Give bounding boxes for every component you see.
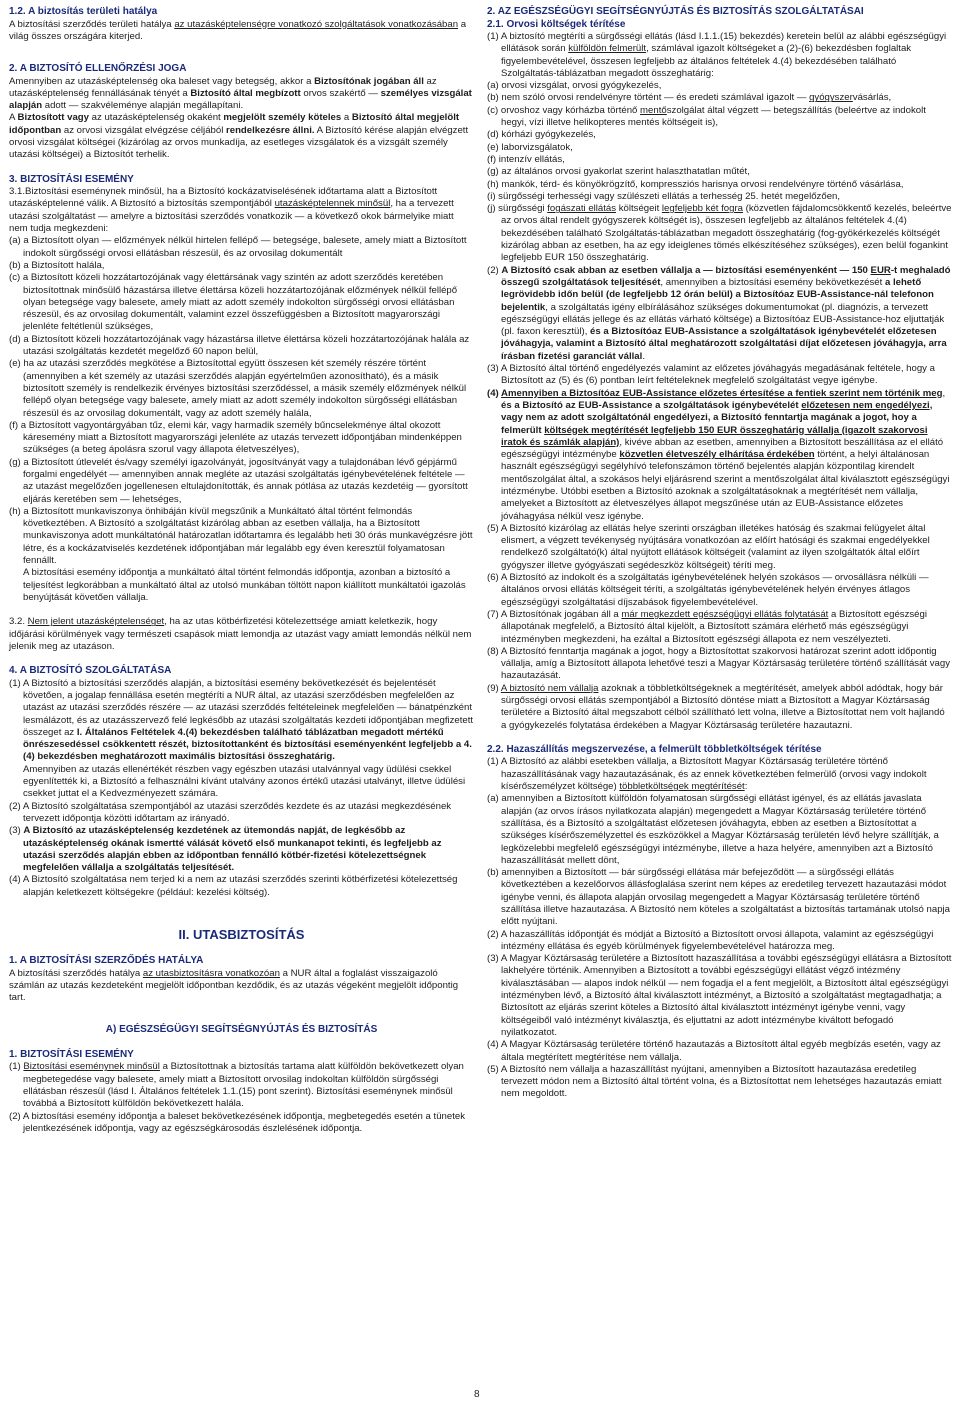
underlined-text: az utasbiztosításra vonatkozóan [142,967,280,979]
text: , kivéve abban az esetben, amennyiben a Biztosított beszállítása az el ellátó egészségügyi intézménybe [501,436,944,461]
list-item [487,388,952,523]
text: : [744,781,748,793]
list-item [487,203,952,264]
list-item: (a) a Biztosított olyan — előzmények nélkül hirtelen fellépő — betegsége, balesete, amely miatt a Biztosított indokolt sürgősségi orvosi ellátásban részesül, és az orvosilag dokumentált [9,235,467,259]
bold-text: Biztosító által megjelölt időpontban [9,112,460,136]
paragraph [9,968,474,1005]
section-heading: 3. BIZTOSÍTÁSI ESEMÉNY [9,173,134,185]
bold-underlined-text: költségek megtérítését legfeljebb 150 EUR összeghatárig vállalja (igazolt szakorvosi iratok és számlák alapján) [501,424,928,448]
paragraph: A biztosítási esemény időpontja a munkáltató által történt felmondás időpontja, azonban a biztosító a teljesítést legkorábban a munkáltató által az utolsó munkában töltött napon kiállított munkáltatói igazolás benyújtását követően vállalja. [23,567,466,603]
list-item: (f) a Biztosított vagyontárgyában tűz, elemi kár, vagy harmadik személy bűncselekménye által okozott káresemény miatt a Biztosított magyarországi jelenléte az utazás tervezett időpontjában mindenképpen szükséges (a beteg ápolásra szorul vagy állapota életveszélyes), [9,419,462,456]
text: A Biztosító kérése alapján elvégzett orvosi vizsgálat költségei (kizárólag az orvos munkadíja, az esetleges vizsgálatok és a vizsgált személy utazási költségei) a Biztosítót terhelik. [9,124,469,161]
list-item [487,92,952,104]
bold-text: és a Biztosító az EUB-Assistance a szolgáltatások igénybevételét [501,399,802,411]
bold-text: A Biztosító csak abban az esetben vállalja a — biztosítási eseményenként — 150 [501,264,871,276]
paragraph [9,186,474,235]
list-item: (g) a Biztosított útlevelét és/vagy személyi igazolványát, jogosítványát vagy a tulajdonában lévő gépjármű forgalmi engedélyét — amennyiben annak megléte az utazási szolgáltatás igénybevételének feltétele — az utazást megelőzően jogellenesen eltulajdonították, és annak pótlása az utazás kezdetéig — gyorsított eljárás keretében sem — lehetséges, [9,456,468,505]
text: A biztosítási szerződés területi hatálya [9,18,175,30]
text: (c) orvoshoz vagy kórházba történő [487,104,641,116]
text: vásárlás, [852,92,892,104]
text: az orvosi vizsgálat elvégzése céljából [61,124,226,136]
text: szolgálat által végzett — betegszállítás (beleértve az indokolt hegyi, vízi illetve helikopteres mentés költségeit is), [501,104,926,129]
underlined-text: Biztosítási eseménynek minősül [23,1061,160,1073]
list-item [487,683,952,732]
bold-text: rendelkezésre állni. [226,124,315,136]
bold-text: A Biztosító az utazásképtelenség kezdetének az ütemondás napját, de legkésőbb az utazásképtelenség okának ismertté válását követő első munkanapot tekinti, és legfeljebb az utazási szerződés alapján ebben az időpontban fennálló kötbér-fizetési kötelezettségnek megfelelően vállalja a szolgáltatás teljesítését. [23,825,442,874]
bold-underlined-text: előzetesen nem engedélyezi [801,399,930,411]
bold-text: személyes vizsgálat alapján [9,87,472,112]
text: A [9,112,18,124]
list-item [9,825,474,874]
text: 3.1.Biztosítási eseménynek minősül, ha a Biztosító kockázatviselésének időtartama alatt a Biztosított utazásképtelenné válik. A Biztosító a biztosítás szempontjából [9,186,438,210]
section-heading: 1. BIZTOSÍTÁSI ESEMÉNY [9,1048,134,1060]
underlined-text: utazásképtelennek minősül [274,198,391,210]
underlined-text: gyógyszer [809,92,853,104]
bold-text: megjelölt személy köteles [223,112,342,124]
text: (3) [9,825,24,837]
list-item: (a) amennyiben a Biztosított külföldön folyamatosan sürgősségi ellátást igényel, és az ellátás javaslata alapján (az orvos írásos nyilatkozata alapján) megengedett a Magyar Köztársaság területére történő szállítása, és a Biztosító a szolgáltatást előzetesen jóváhagyta, ebben az esetben a Biztosítottat a szükséges kísérőszemélyzettel és eszközökkel a Magyar Köztársaság területén lévő helyre szállítják, a legközelebbi megfelelő egészségügyi intézménybe, illetve a haza helyére, amennyiben azt a Biztosító hazaszállítását mellett dönt, [487,793,939,866]
list-item: (g) az általános orvosi gyakorlat szerint halaszthatatlan műtét, [487,166,750,178]
bold-text: Biztosítónak jogában áll [314,75,424,87]
text: orvos szakértő — [300,87,381,99]
paragraph [9,112,474,161]
bold-text: és a Biztosítóaz EUB-Assistance a szolgáltatások igénybevételét előzetesen jóváhagyja, valamint a Biztosító által meghatározott szolgáltatási díjat előzetesen jóváhagyja, arra írásban fizetési garanciát vállal [501,326,947,362]
text: a Biztosítottnak a biztosítás tartama alatt külföldön bekövetkezett olyan megbetegedése vagy balesete, amely miatt a Biztosított orvosilag indokoltan külföldön sürgősségi ellátásban részesül (lásd I. Általános feltételek 1.1.(15) pont szerint). Biztosítási eseménynek minősül továbbá a Biztosított külföldön bekövetkezett halála. [23,1061,464,1110]
page-number: 8 [474,1389,480,1400]
list-item: (3) A Biztosító által történő engedélyezés valamint az előzetes jóváhagyás megadásának feltétele, hogy a Biztosított az (5) és (6) pontban leírt feltételeknek megfelelő szolgáltatást vegye igénybe. [487,363,935,387]
list-item [487,756,952,793]
text: (2) [487,264,502,276]
text: , a szolgáltatás igény elbírálásához szükséges dokumentumokat (pl. diagnózis, a tervezett egészségügyi ellátás jellege és az ellátás várható költsége) a Biztosítóaz EUB-Assistance-hoz eljuttatják (pl. faxon keresztül), [501,301,945,338]
text: 3.2. [9,616,28,628]
bold-text: , vagy nem az adott szolgáltatónál engedélyezi, a Biztosító fenntartja magának a jogot, hoy a felmerült [501,399,933,436]
bold-underlined-text: EUR [870,264,891,276]
underlined-text: többletköltségek megtérítését [619,781,745,793]
underlined-text: fogászati ellátás [547,203,617,215]
paragraph [9,19,474,44]
paragraph: Amennyiben az utazás ellenértékét részben vagy egészben utazási utalvánnyal vagy üdülési csekkel egyenlítették ki, a Biztosító a felhasználni kívánt utalvány azonos értékű utazási utalványt, illetve üdülési csekket juttat el a Kedvezményezett számára. [23,763,466,800]
list-item: (5) A Biztosító nem vállalja a hazaszállítást nyújtani, amennyiben a Biztosított hazautazása eredetileg tervezett módon nem a Biztosító által történt volna, és a Biztosítottat nem lehetséges hazautazás emiatt nem megoldott. [487,1063,942,1100]
bold-text: Biztosító által megbízott [190,87,301,99]
text: (1) A biztosító megtéríti a sürgősségi ellátás (lásd I.1.1.(15) bekezdés) keretein belül az alábbi egészségügyi ellátások során [487,31,947,55]
list-item: (c) a Biztosított közeli hozzátartozójának vagy élettársának vagy szintén az adott szerződés keretében biztosítottnak minősülő házastársa illetve élettársa közeli hozzátartozójának előzmények nélkül fellépő olyan betegsége vagy balesete, amely miatt az adott személy indokolton sürgősségi orvosi ellátásban részesül, és az orvosilag dokumentált, valamint ezzel összefüggésben a Biztosított magyarországi jelenléte feltétlenül szükséges, [9,272,458,333]
list-item [487,31,952,80]
subpart-title: A) EGÉSZSÉGÜGYI SEGÍTSÉGNYÚJTÁS ÉS BIZTOSÍTÁS [105,1024,378,1036]
list-item: (6) A Biztosító az indokolt és a szolgáltatás igénybevételének helyén szokásos — orvosállásra nélküli — általános orvosi ellátás költségeit téríti, a szolgáltatás igénybevételének helyén érvényes átlagos egészségügyi szolgáltatási díjszabások figyelembevételével. [487,572,929,608]
list-item: (d) a Biztosított közeli hozzátartozójának vagy házastársa illetve élettársa közeli hozzátartozójának halála az utazási szolgáltatás kezdetét megelőző 60 napon belül, [9,333,470,358]
text: azoknak a többletköltségeknek a megtérítését, amelyek abból adódtak, hogy bár sürgősségi orvosi ellátás szempontjából a Biztosító döntése miatt a Biztosított a Magyar Köztársaság területére a Biztosító által megszabott célból szállítható lett volna, illetve a Biztosítottat nem volt hajlandó a gyógykezelés folytatása érdekében a Magyar Köztársaság területére hazautazni. [501,682,945,731]
bold-text: Biztosított vagy [17,112,89,124]
list-item: (h) a Biztosított munkaviszonya önhibáján kívül megszűnik a Munkáltató által történt felmondás következtében. A Biztosító a szolgáltatást kizárólag abban az esetben vállalja, ha a Biztosított munkaviszonya adott munkáltatónál határozatlan időtartamra és legalább heti 30 órás munkavégzésre jött létre, és a kockázatviselés kezdetének időpontjában már legalább egy éven keresztül folyamatosan fennállt. [9,505,473,567]
underlined-text: legfeljebb két fogra [661,203,743,215]
list-item: (i) sürgősségi terhességi vagy szülészeti ellátás a terhesség 25. hetét megelőzően, [487,190,841,202]
section-heading: 1.2. A biztosítás területi hatálya [9,6,158,17]
text: történt, a helyi általánosan használt egészségügyi segélyhívó telefonszámon történő bejelentés alapján központilag kirendelt mentőszolgálat által, a szokásos helyi eljárásrend szerint a mentőszolgálat által kiválasztott egészségügyi intézménybe. Utóbbi esetben a Biztosító azoknak a szolgáltatásoknak a megtérítését nem vállalja, amelyeket a Biztosított az életveszélyes állapot megszűnése után az EUB-Assistance előzetes jóváhagyása nélkül vesz igénybe. [501,449,950,522]
text: a [341,112,352,124]
text: (1) [9,1061,24,1073]
underlined-text: az utazásképtelenségre vonatkozó szolgáltatások vonatkozásában [174,18,459,30]
list-item: (4) A Magyar Köztársaság területére történő hazautazás a Biztosított által egyéb megbízás esetén, vagy az általa megtérített megtérítése nem vállalja. [487,1039,941,1063]
text: költségeit [616,203,662,215]
part-title: II. UTASBIZTOSÍTÁS [178,927,305,942]
section-heading: 2. AZ EGÉSZSÉGÜGYI SEGÍTSÉGNYÚJTÁS ÉS BIZTOSÍTÁS SZOLGÁLTATÁSAI [487,6,864,17]
list-item [487,265,952,363]
list-item: (b) a Biztosított halála, [9,259,105,271]
right-column [487,6,952,1101]
text: (1) A Biztosító a biztosítási szerződés alapján, a biztosítási esemény bekövetkezését és bejelentését követően, a jogalap fennállása esetén megtéríti a NUR által, az utazási szerződésben megfelelően az utazást az utazási szerződés részére — az utazási szerződés feltételeinek megfelelően — bánatpénzként lesmálázott, és az utazásszervező felé legkésőbb az utazási szolgáltatás kezdeti időpontjában megfizetett összeget az [9,677,474,738]
subsection-heading: 2.1. Orvosi költségek térítése [487,18,626,30]
list-item: (2) A Biztosító szolgáltatása szempontjából az utazási szerződés kezdete és az utazási megkezdésének tervezett időpontja közötti időtartam az irányadó. [9,800,452,824]
section-heading: 2. A BIZTOSÍTÓ ELLENŐRZÉSI JOGA [9,63,187,75]
text: , amennyiben a biztosítási esemény bekövetkezését [660,276,885,288]
text: a NUR által a foglalást visszaigazoló számlán az utazás kezdeteként megjelölt időpontban kezdődik, és az utazás végeként megjelölt időpontig tart. [9,967,459,1004]
list-item: (8) A Biztosító fenntartja magának a jogot, hogy a Biztosítottat szakorvosi határozat szerint adott időpontig vállalja, amíg a Biztosított állapota lehetővé teszi a Magyar Köztársaság területére történő szállítását vagy hazautazását. [487,645,951,682]
text: , ha a tervezett utazási szolgáltatást — amelyre a biztosítási szerződés vonatkozik — a következő okok bármelyike miatt nem tudja megkezdeni: [9,198,454,235]
text: (1) A Biztosító az alábbi esetekben vállalja, a Biztosított Magyar Köztársaság területére történő hazaszállításának vagy hazautazásának, és az ennek következtében felmerülő (orvosi vagy indokolt kísérőszemélyzet költsége) [487,756,927,793]
list-item: (3) A Magyar Köztársaság területére a Biztosított hazaszállítása a további egészségügyi ellátásra a Biztosított lakhelyére történik. Amennyiben a Biztosított a további egészségügyi ellátást végző intézmény kiválasztásában — alapos indok nélkül — nem fogadja el a fent megjelölt, a Biztosított által egészségügyi intézményben lévő, a Biztosító által kiválasztott intézményt, a Biztosító a szolgáltatást megtagadhatja; a Biztosított az eljárás szerint köteles a Biztosító által kiválasztott intézményt igénybe venni, vagy költségeiből való intézményt kiválasztja, és eljuttatni az adott intézménybe kiváltott befogadó nyilatkozatot. [487,953,952,1038]
list-item: (2) A biztosítási esemény időpontja a baleset bekövetkezésének időpontja, megbetegedés esetén a tünetek jelentkezésének időpontja, vagy az egészségkárosodás észlelésének időpontja. [9,1110,466,1134]
bold-text: (4) [487,387,502,399]
list-item: (4) A Biztosító szolgáltatása nem terjed ki a nem az utazási szerződés szerinti kötbérfizetési kötelezettség alapján keletkezett költségekre (például: kezelési költség). [9,874,458,898]
text: (b) nem szóló orvosi rendelvényre történt — és eredeti számlával igazolt — [487,92,810,104]
bold-text: a lehető legrövidebb időn belül (de legfeljebb 12 órán belül) a Biztosítóaz EUB-Assistance-nál telefonon bejelentik [501,276,934,313]
left-column [9,6,474,1135]
paragraph [9,76,474,113]
text: , ha az utas kötbérfizetési kötelezettsége amiatt keletkezik, hogy időjárási körülmények vagy természeti csapások miatt lemondja az utazást vagy amiatt lemondás nélkül nem jelenik meg az utazáson. [9,616,472,652]
underlined-text: Nem jelent utazásképtelenséget [27,616,165,628]
underlined-text: már megkezdett egészségügyi ellátás folytatását [621,608,829,620]
bold-underlined-text: Amennyiben a Biztosítóaz EUB-Assistance előzetes értesítése a fentiek szerint nem történik meg [501,387,943,399]
list-item: (h) mankók, térd- és könyökrögzítő, kompressziós harisnya orvosi rendelvényre történő vásárlása, [487,178,904,190]
list-item: (f) intenzív ellátás, [487,153,565,165]
text: a Biztosított egészségi állapotának megfelelő, a Biztosító által kijelölt, a Biztosított számára elérhető más egészségügyi intézményben megkezdeni, ha ezáltal a Biztosított egészségi állapota ez nem veszélyezteti. [501,608,927,645]
section-heading: 1. A BIZTOSÍTÁSI SZERZŐDÉS HATÁLYA [9,955,204,966]
section-heading: 4. A BIZTOSÍTÓ SZOLGÁLTATÁSA [9,665,172,677]
list-item: (2) A hazaszállítás időpontját és módját a Biztosító a Biztosított orvosi állapota, valamint az egészségügyi intézmény ellátása és egyéb körülmények figyelembevételével határozza meg. [487,928,934,952]
text: Amennyiben az utazásképtelenség oka baleset vagy betegség, akkor a [9,75,315,87]
text: (j) sürgősségi [487,203,548,215]
bold-text: -t meghaladó összegű szolgáltatások teljesítését [501,264,951,288]
text: (7) A Biztosítónak jogában áll a [487,608,622,620]
text: a világ összes országára kiterjed. [9,18,467,42]
list-item: (a) orvosi vizsgálat, orvosi gyógykezelés, [487,80,662,92]
bold-underlined-text: közvetlen életveszély elhárítása érdekében [619,449,815,461]
underlined-text: külföldön felmerült [568,43,647,55]
text: . [642,350,645,362]
list-item: (e) laborvizsgálatok, [487,141,573,153]
text: az utazásképtelenség fennállásának tényét a [9,75,437,99]
text: az utazásképtelenség okaként [88,112,224,124]
underlined-text: A biztosító nem vállalja [500,682,599,694]
bold-text: I. Általános Feltételek 4.(4) bekezdésben található táblázatban megadott mértékű önrészesedéssel csökkentett részét, biztosítottanként és biztosítási eseményenként legfeljebb a 4.(4) bekezdésben meghatározott maximális biztosítási összeghatárig. [23,726,472,763]
text: (9) [487,682,501,694]
list-item: (5) A Biztosító kizárólag az ellátás helye szerinti országban illetékes hatóság és szakmai felügyelet által elismert, a végzett tevékenység nyújtására vonatkozóan az előírt hatósági és szakmai engedélyekkel rendelkező szolgáltató(k) által nyújtott ellátások költségeit (valamint az ilyen szolgáltatók által előírt gyógyszer illetve gyógyászati segédeszköz költségeit) téríti meg. [487,522,930,571]
list-item [487,105,952,130]
text: , számlával igazolt költségeket a (2)-(6) bekezdésben foglaltak figyelembevételével, összesen legfeljebb az általános feltételek 4.(4) bekezdésében található Szolgáltatás-táblázatban megadott összeghatárig: [501,43,912,79]
list-item [9,1061,474,1110]
list-item: (b) amennyiben a Biztosított — bár sürgősségi ellátása már befejeződött — a sürgősségi ellátás következtében a kezelőorvos állásfoglalása szerint nem képes az eredetileg tervezett hazautazási módot igénybe venni, és állapota alapján orvosilag megengedett a Magyar Köztársaság területére történő szállítása illetve hazautazása. A Biztosító nem köteles a szolgáltatást a biztosítás tartamának utolsó napja előtt nyújtani. [487,867,951,928]
text: , [942,387,946,399]
list-item [487,609,952,646]
subsection-heading: 2.2. Hazaszállítás megszervezése, a felmerült többletköltségek térítése [487,743,822,755]
list-item: (d) kórházi gyógykezelés, [487,129,596,141]
list-item: (e) ha az utazási szerződés megkötése a Biztosítottal együtt összesen két személy részére történt (amennyiben a két személy az utazási szerződés alapján egyértelműen azonosítható), és a másik biztosított személy is rendelkezik érvényes biztosítási szerződéssel, a másik személy előzmények nélkül fellépő olyan betegsége vagy balesete, amely miatt az adott személy indokolton sürgősségi ellátásban részesül és az orvosilag dokumentált, vagy az adott személy halála, [9,358,467,419]
paragraph [9,616,474,653]
list-item [9,678,474,764]
text: adott — szakvéleménye alapján megállapítani. [42,100,244,112]
text: (közvetlen fájdalomcsökkentő kezelés, beleértve az orvos által rendelt gyógyszerek költségét is), összesen legfeljebb az általános feltételek 4.(4) bekezdésében található Szolgáltatás-táblázatban megadott összeghatárig (fog-gyökérkezelés költségét kizárólag abban az esetben, ha az egy ideiglenes tömés elkészítéséhez szükséges), ezen belül fogankint legfeljebb EUR 150 összeghatárig. [501,203,952,264]
underlined-text: mentő [640,104,667,116]
text: A biztosítási szerződés hatálya [9,967,143,979]
